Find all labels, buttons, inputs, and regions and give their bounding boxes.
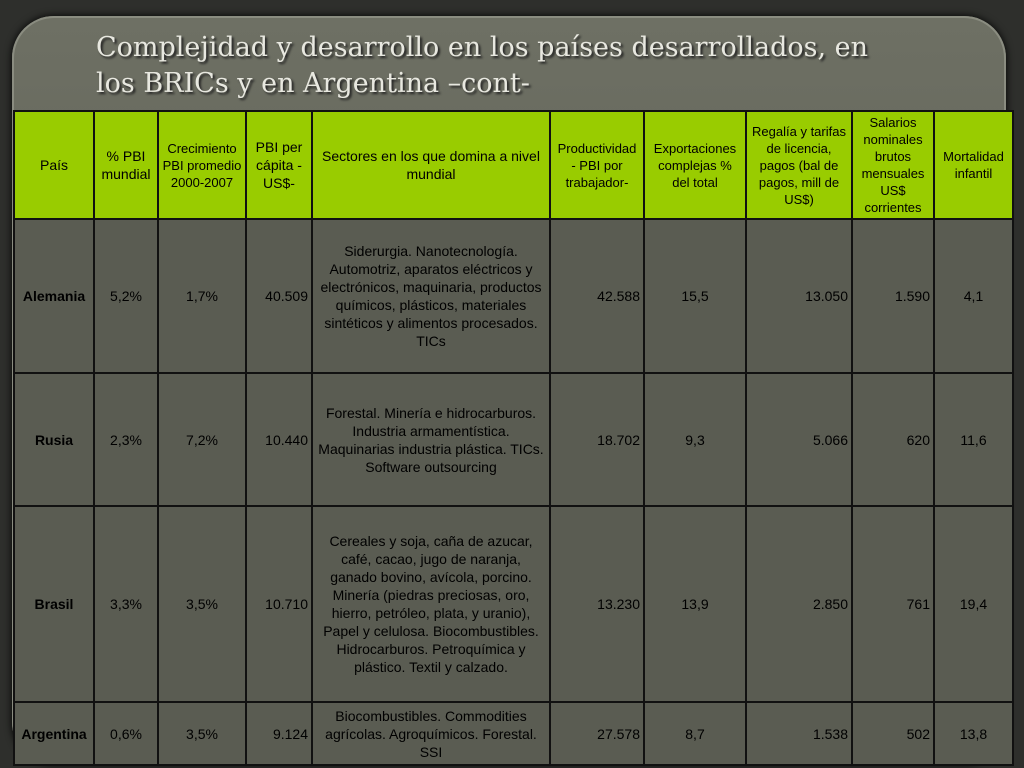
cell-mortalidad: 4,1 <box>934 219 1013 373</box>
header-pais: País <box>14 111 94 219</box>
header-mortalidad: Mortalidad infantil <box>934 111 1013 219</box>
header-productividad: Productividad - PBI por trabajador- <box>550 111 644 219</box>
cell-pbi-mundial: 5,2% <box>94 219 158 373</box>
cell-salarios: 620 <box>852 373 934 506</box>
cell-pais: Argentina <box>14 702 94 765</box>
cell-crecimiento: 3,5% <box>158 506 246 702</box>
cell-productividad: 27.578 <box>550 702 644 765</box>
cell-salarios: 1.590 <box>852 219 934 373</box>
cell-pbi-per-capita: 40.509 <box>246 219 312 373</box>
header-exportaciones: Exportaciones complejas % del total <box>644 111 746 219</box>
cell-crecimiento: 7,2% <box>158 373 246 506</box>
cell-exportaciones: 15,5 <box>644 219 746 373</box>
cell-pbi-per-capita: 10.440 <box>246 373 312 506</box>
cell-sectores: Cereales y soja, caña de azucar, café, cacao, jugo de naranja, ganado bovino, avícola, porcino. Minería (piedras preciosas, oro, hierro, petróleo, plata, y uranio), Papel y celulosa. Biocombustibles. Hidrocarburos. Petroquímica y plástico. Textil y calzado. <box>312 506 550 702</box>
header-regalia: Regalía y tarifas de licencia, pagos (bal de pagos, mill de US$) <box>746 111 852 219</box>
header-salarios: Salarios nominales brutos mensuales US$ corrientes <box>852 111 934 219</box>
cell-productividad: 42.588 <box>550 219 644 373</box>
table-row <box>14 506 1013 702</box>
cell-pbi-mundial: 0,6% <box>94 702 158 765</box>
cell-productividad: 18.702 <box>550 373 644 506</box>
header-pbi-per-capita: PBI per cápita - US$- <box>246 111 312 219</box>
cell-mortalidad: 11,6 <box>934 373 1013 506</box>
cell-regalia: 1.538 <box>746 702 852 765</box>
cell-regalia: 13.050 <box>746 219 852 373</box>
cell-salarios: 502 <box>852 702 934 765</box>
table-row <box>14 373 1013 506</box>
cell-salarios: 761 <box>852 506 934 702</box>
cell-sectores: Biocombustibles. Commodities agrícolas. Agroquímicos. Forestal. SSI <box>312 702 550 765</box>
cell-regalia: 2.850 <box>746 506 852 702</box>
cell-pais: Alemania <box>14 219 94 373</box>
cell-mortalidad: 19,4 <box>934 506 1013 702</box>
cell-exportaciones: 8,7 <box>644 702 746 765</box>
cell-crecimiento: 3,5% <box>158 702 246 765</box>
cell-pais: Rusia <box>14 373 94 506</box>
cell-sectores: Forestal. Minería e hidrocarburos. Industria armamentística. Maquinarias industria plástica. TICs. Software outsourcing <box>312 373 550 506</box>
slide-title <box>96 30 976 102</box>
cell-pbi-per-capita: 10.710 <box>246 506 312 702</box>
cell-sectores: Siderurgia. Nanotecnología. Automotriz, aparatos eléctricos y electrónicos, maquinaria, productos químicos, plásticos, materiales sintéticos y alimentos procesados. TICs <box>312 219 550 373</box>
header-sectores: Sectores en los que domina a nivel mundial <box>312 111 550 219</box>
title-line-2: los BRICs y en Argentina –cont- <box>96 68 530 99</box>
cell-mortalidad: 13,8 <box>934 702 1013 765</box>
cell-exportaciones: 9,3 <box>644 373 746 506</box>
table-header-row <box>14 111 1013 219</box>
cell-regalia: 5.066 <box>746 373 852 506</box>
header-crecimiento: Crecimiento PBI promedio 2000-2007 <box>158 111 246 219</box>
cell-pais: Brasil <box>14 506 94 702</box>
cell-crecimiento: 1,7% <box>158 219 246 373</box>
table-row <box>14 219 1013 373</box>
comparison-table <box>13 110 1014 766</box>
header-pbi-mundial: % PBI mundial <box>94 111 158 219</box>
cell-productividad: 13.230 <box>550 506 644 702</box>
cell-exportaciones: 13,9 <box>644 506 746 702</box>
table-row <box>14 702 1013 765</box>
cell-pbi-mundial: 3,3% <box>94 506 158 702</box>
title-line-1: Complejidad y desarrollo en los países desarrollados, en <box>96 32 869 63</box>
cell-pbi-mundial: 2,3% <box>94 373 158 506</box>
cell-pbi-per-capita: 9.124 <box>246 702 312 765</box>
